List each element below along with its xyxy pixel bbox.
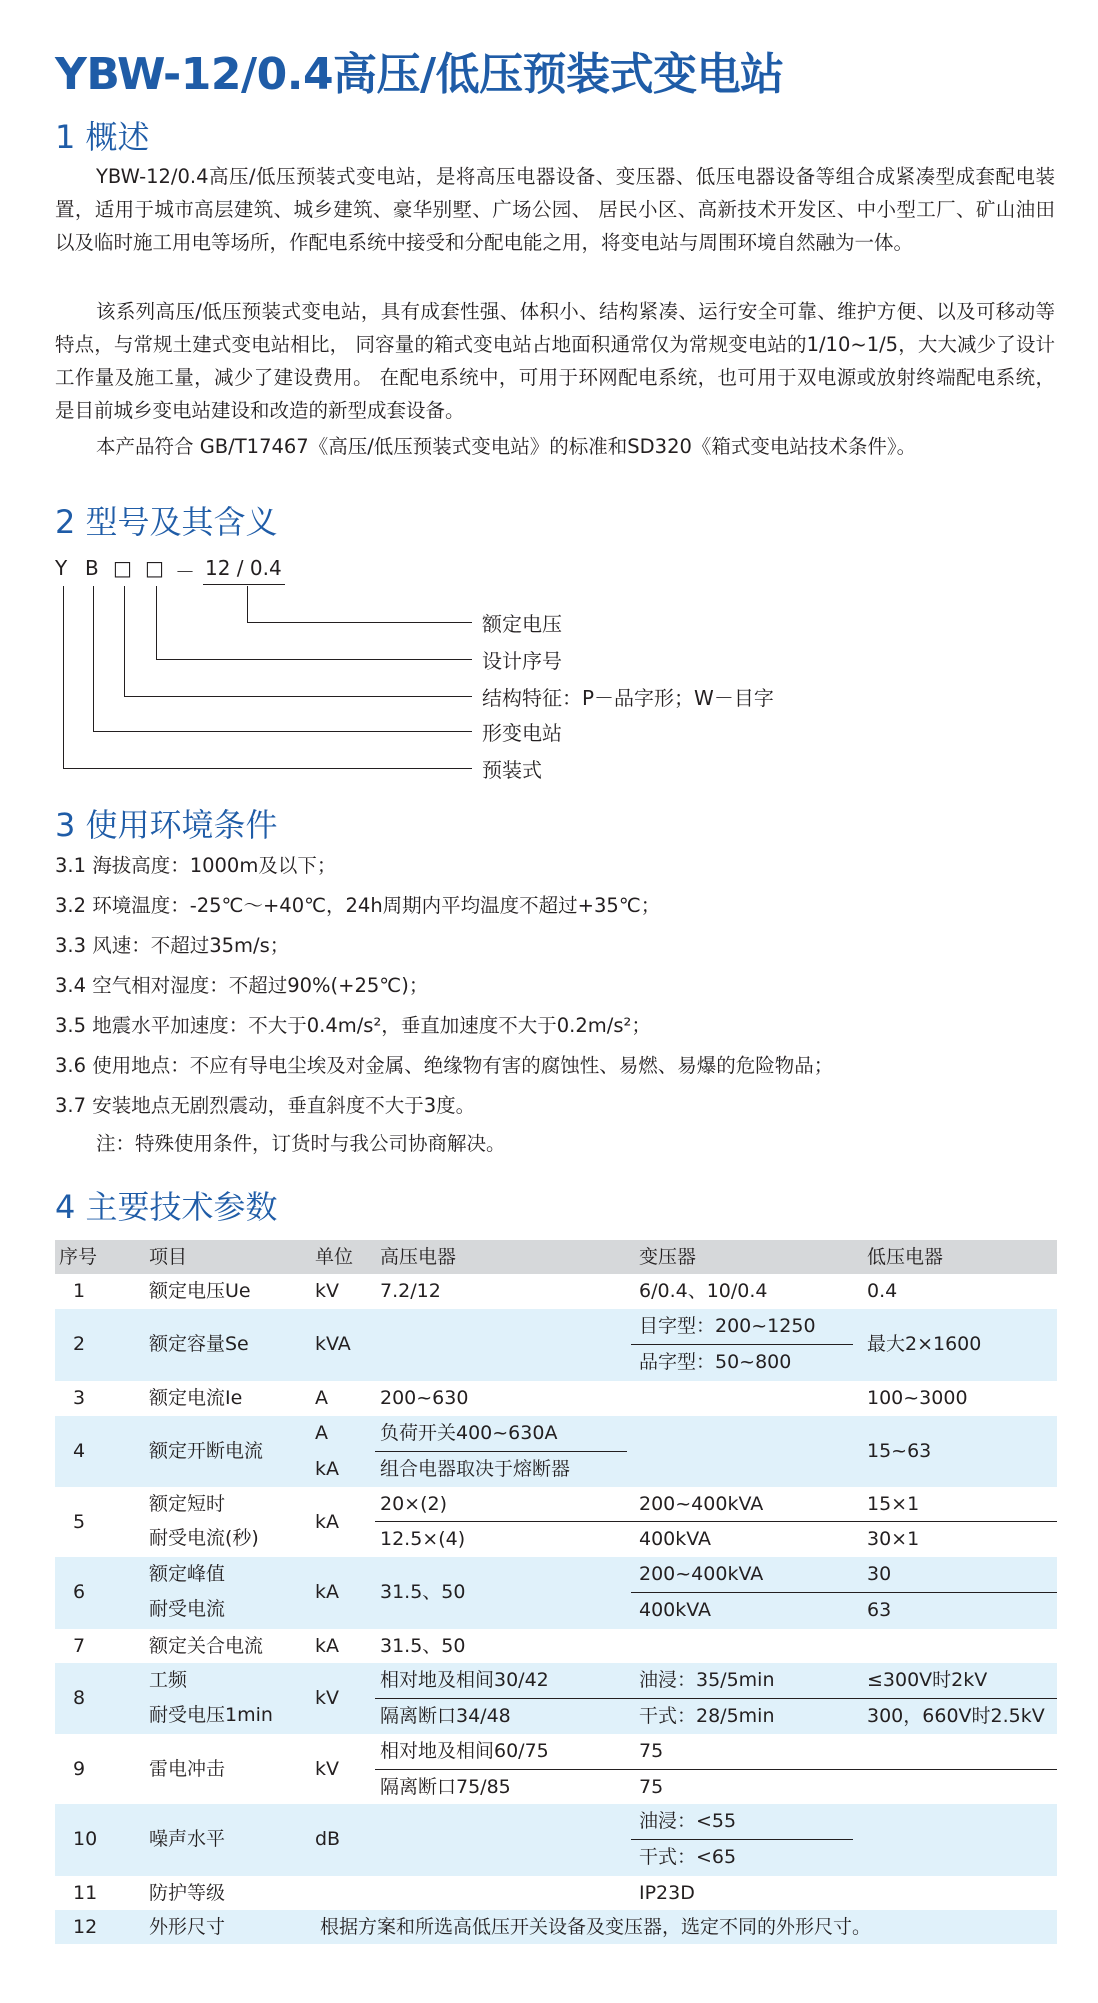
cell-item: 额定关合电流: [149, 1635, 264, 1657]
cell-no: 12: [73, 1916, 98, 1938]
cell-lv-2: 300，660V时2.5kV: [867, 1705, 1045, 1727]
cell-unit: kA: [315, 1581, 340, 1603]
section-heading-overview: 1 概述: [55, 118, 150, 156]
cell-note: 根据方案和所选高低压开关设备及变压器，选定不同的外形尺寸。: [320, 1916, 872, 1938]
cell-no: 11: [73, 1882, 98, 1904]
table-row: [55, 1274, 1057, 1309]
section-heading-model: 2 型号及其含义: [55, 503, 278, 541]
leader-prefab-v: [63, 586, 64, 768]
section-heading-conditions: 3 使用环境条件: [55, 806, 278, 844]
cell-hv: 31.5、50: [380, 1635, 466, 1657]
cell-unit: kA: [315, 1635, 340, 1657]
table-header: [55, 1240, 1057, 1274]
meaning-design-number: 设计序号: [482, 649, 562, 673]
model-code-diagram: [55, 556, 774, 782]
table-row: [55, 1804, 1057, 1876]
cell-lv: 最大2×1600: [867, 1333, 982, 1355]
cell-transformer-2: 75: [639, 1776, 664, 1798]
cell-item: 雷电冲击: [149, 1758, 226, 1780]
cell-no: 9: [73, 1758, 86, 1780]
cell-transformer-2: 400kVA: [639, 1528, 712, 1550]
section-heading-parameters: 4 主要技术参数: [55, 1188, 278, 1226]
header-hv: 高压电器: [380, 1246, 457, 1268]
cell-unit: kV: [315, 1758, 340, 1780]
header-unit: 单位: [315, 1246, 354, 1268]
condition-wind: 3.3 风速：不超过35m/s；: [55, 934, 290, 957]
cell-hv-2: 隔离断口34/48: [380, 1705, 511, 1727]
model-code-rating: 12 / 0.4: [205, 556, 282, 580]
leader-design-no-v: [156, 586, 157, 659]
cell-hv: 7.2/12: [380, 1280, 441, 1302]
cell-transformer-1: 200~400kVA: [639, 1493, 764, 1515]
cell-unit: A: [315, 1387, 328, 1409]
cell-transformer-2: 品字型：50~800: [639, 1351, 792, 1373]
condition-note: 注：特殊使用条件，订货时与我公司协商解决。: [96, 1132, 506, 1155]
cell-item-2: 耐受电压1min: [149, 1704, 273, 1726]
meaning-rated-voltage: 额定电压: [482, 612, 562, 636]
model-code-box-2: □: [145, 556, 164, 580]
cell-unit: dB: [315, 1828, 341, 1850]
table-row: [55, 1663, 1057, 1734]
condition-temperature: 3.2 环境温度：-25℃～+40℃，24h周期内平均温度不超过+35℃；: [55, 894, 661, 917]
meaning-substation: 形变电站: [482, 721, 562, 745]
leader-design-no-h: [156, 659, 472, 660]
cell-no: 10: [73, 1828, 98, 1850]
cell-item-1: 额定短时: [149, 1493, 226, 1515]
cell-transformer: IP23D: [639, 1882, 695, 1904]
condition-humidity: 3.4 空气相对湿度：不超过90%(+25℃)；: [55, 974, 429, 997]
cell-hv: 31.5、50: [380, 1581, 466, 1603]
table-row: [55, 1629, 1057, 1663]
overview-paragraph-1: YBW-12/0.4高压/低压预装式变电站，是将高压电器设备、变压器、低压电器设备等组合成紧凑型成套配电装置，适用于城市高层建筑、城乡建筑、豪华别墅、广场公园、 居民小区、高新技术开发区、中小型工厂、矿山油田以及临时施工用电等场所，作配电系统中接受和分配电能之用，将变电站与周围环境自然融为一体。: [55, 165, 1055, 254]
cell-transformer-1: 油浸：35/5min: [639, 1669, 775, 1691]
cell-unit-1: A: [315, 1422, 328, 1444]
cell-transformer-2: 干式：<65: [639, 1846, 737, 1868]
leader-rated-voltage-h: [247, 622, 472, 623]
cell-lv-1: ≤300V时2kV: [867, 1669, 988, 1691]
meaning-prefab: 预装式: [482, 758, 542, 782]
meaning-structure: 结构特征：P－品字形；W－目字: [482, 686, 774, 710]
leader-substation-v: [93, 586, 94, 731]
cell-lv: 0.4: [867, 1280, 898, 1302]
cell-item: 外形尺寸: [149, 1916, 226, 1938]
cell-transformer-1: 油浸：<55: [639, 1810, 737, 1832]
header-no: 序号: [59, 1246, 98, 1268]
leader-rated-voltage-v: [247, 586, 248, 622]
table-row: [55, 1876, 1057, 1910]
cell-lv-2: 63: [867, 1599, 892, 1621]
leader-structure-h: [124, 696, 472, 697]
table-row: [55, 1557, 1057, 1629]
cell-hv-1: 相对地及相间30/42: [380, 1669, 549, 1691]
cell-hv-1: 相对地及相间60/75: [380, 1740, 549, 1762]
cell-transformer-1: 75: [639, 1740, 664, 1762]
cell-transformer-1: 200~400kVA: [639, 1563, 764, 1585]
cell-item: 噪声水平: [149, 1828, 226, 1850]
table-row: [55, 1910, 1057, 1944]
cell-unit: kVA: [315, 1333, 351, 1355]
cell-no: 5: [73, 1511, 86, 1533]
header-lv: 低压电器: [867, 1246, 944, 1268]
cell-lv: 100~3000: [867, 1387, 968, 1409]
cell-hv-1: 负荷开关400~630A: [380, 1422, 558, 1444]
leader-substation-h: [93, 731, 472, 732]
condition-seismic: 3.5 地震水平加速度：不大于0.4m/s²，垂直加速度不大于0.2m/s²；: [55, 1014, 651, 1037]
cell-unit: kA: [315, 1511, 340, 1533]
cell-lv-1: 30: [867, 1563, 892, 1585]
cell-unit: kV: [315, 1687, 340, 1709]
condition-location: 3.6 使用地点：不应有导电尘埃及对金属、绝缘物有害的腐蚀性、易燃、易爆的危险物品；: [55, 1054, 834, 1077]
cell-item: 额定电流Ie: [149, 1387, 243, 1409]
table-row: [55, 1487, 1057, 1557]
cell-item: 额定开断电流: [149, 1440, 264, 1462]
cell-transformer-2: 400kVA: [639, 1599, 712, 1621]
cell-no: 8: [73, 1687, 86, 1709]
leader-structure-v: [124, 586, 125, 696]
cell-no: 6: [73, 1581, 86, 1603]
cell-item-2: 耐受电流(秒): [149, 1527, 259, 1549]
model-code-y: Y: [55, 556, 68, 580]
model-code-dash: －: [175, 560, 195, 584]
condition-vibration: 3.7 安装地点无剧烈震动，垂直斜度不大于3度。: [55, 1094, 476, 1117]
cell-hv-2: 12.5×(4): [380, 1528, 466, 1550]
table-row: [55, 1309, 1057, 1381]
model-code-box-1: □: [113, 556, 132, 580]
condition-altitude: 3.1 海拔高度：1000m及以下；: [55, 854, 337, 877]
cell-no: 2: [73, 1333, 86, 1355]
cell-item: 额定容量Se: [149, 1333, 249, 1355]
overview-paragraph-2: 该系列高压/低压预装式变电站，具有成套性强、体积小、结构紧凑、运行安全可靠、维护方便、以及可移动等特点，与常规土建式变电站相比， 同容量的箱式变电站占地面积通常仅为常规变电站的1/10~1/5，大大减少了设计工作量及施工量，减少了建设费用。 在配电系统中，可用于环网配电系统，也可用于双电源或放射终端配电系统，是目前城乡变电站建设和改造的新型成套设备。: [55, 300, 1055, 422]
overview-paragraph-3: 本产品符合 GB/T17467《高压/低压预装式变电站》的标准和SD320《箱式变电站技术条件》。: [96, 435, 917, 458]
cell-item-1: 额定峰值: [149, 1563, 226, 1585]
cell-divider: [375, 1521, 1057, 1522]
cell-hv-2: 组合电器取决于熔断器: [380, 1458, 571, 1480]
header-item: 项目: [149, 1246, 188, 1268]
header-transformer: 变压器: [639, 1246, 697, 1268]
cell-no: 4: [73, 1440, 86, 1462]
cell-no: 1: [73, 1280, 86, 1302]
table-row: [55, 1734, 1057, 1804]
cell-item-2: 耐受电流: [149, 1598, 226, 1620]
cell-hv-2: 隔离断口75/85: [380, 1776, 511, 1798]
leader-prefab-h: [63, 768, 472, 769]
page-title: YBW-12/0.4高压/低压预装式变电站: [55, 49, 784, 100]
cell-no: 3: [73, 1387, 86, 1409]
table-row: [55, 1416, 1057, 1487]
cell-hv: 200~630: [380, 1387, 469, 1409]
cell-transformer-2: 干式：28/5min: [639, 1705, 775, 1727]
cell-hv-1: 20×(2): [380, 1493, 448, 1515]
cell-unit-2: kA: [315, 1458, 340, 1480]
model-code-b: B: [85, 556, 99, 580]
rating-underline: [203, 584, 285, 585]
table-row: [55, 1381, 1057, 1416]
cell-item: 额定电压Ue: [149, 1280, 251, 1302]
cell-no: 7: [73, 1635, 86, 1657]
cell-transformer-1: 目字型：200~1250: [639, 1315, 816, 1337]
cell-item-1: 工频: [149, 1669, 188, 1691]
cell-item: 防护等级: [149, 1882, 226, 1904]
cell-lv: 15~63: [867, 1440, 932, 1462]
cell-lv-2: 30×1: [867, 1528, 920, 1550]
cell-lv-1: 15×1: [867, 1493, 920, 1515]
cell-unit: kV: [315, 1280, 340, 1302]
cell-transformer: 6/0.4、10/0.4: [639, 1280, 768, 1302]
